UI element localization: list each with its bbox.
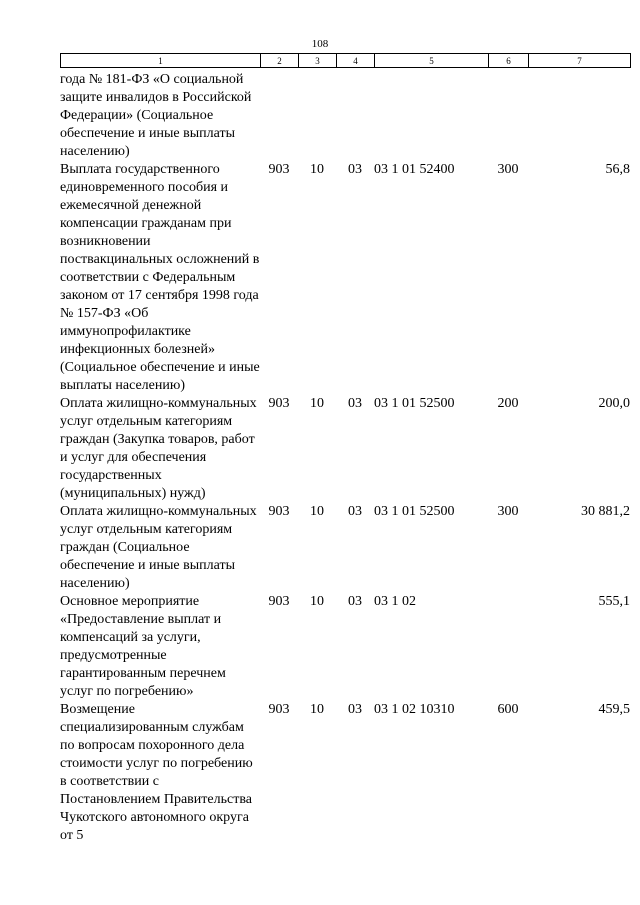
header-col-4: 4 — [337, 54, 375, 68]
expense-type-code — [488, 593, 528, 701]
table-row — [60, 71, 630, 161]
expense-type-code: 200 — [497, 396, 519, 411]
table-row — [60, 701, 630, 845]
section-code: 10 — [310, 702, 324, 717]
subsection-code — [336, 71, 374, 161]
ministry-code — [260, 71, 298, 161]
table-row — [60, 593, 630, 701]
target-article-code: 03 1 01 52500 — [374, 504, 455, 519]
target-article-code: 03 1 01 52400 — [374, 162, 455, 177]
target-article-code — [374, 71, 488, 161]
header-col-7: 7 — [529, 54, 631, 68]
amount: 56,8 — [605, 162, 630, 177]
section-code: 10 — [310, 504, 324, 519]
subsection-code: 03 — [348, 504, 362, 519]
amount: 30 881,2 — [581, 504, 630, 519]
subsection-code: 03 — [348, 162, 362, 177]
row-name: Оплата жилищно-коммунальных услуг отдельным категориям граждан (Закупка товаров, работ и услуг для обеспечения государственных (муниципальных) нужд) — [60, 396, 257, 501]
header-col-5: 5 — [375, 54, 489, 68]
section-code: 10 — [310, 162, 324, 177]
column-number-header — [60, 53, 631, 68]
expense-type-code: 300 — [497, 162, 519, 177]
amount: 200,0 — [598, 396, 630, 411]
subsection-code: 03 — [348, 702, 362, 717]
header-col-6: 6 — [489, 54, 529, 68]
ministry-code: 903 — [268, 702, 290, 717]
target-article-code: 03 1 01 52500 — [374, 396, 455, 411]
section-code: 10 — [310, 396, 324, 411]
amount: 555,1 — [598, 594, 630, 609]
subsection-code: 03 — [348, 594, 362, 609]
header-col-2: 2 — [261, 54, 299, 68]
row-name: Основное мероприятие «Предоставление выплат и компенсаций за услуги, предусмотренные гарантированным перечнем услуг по погребению» — [60, 594, 226, 699]
ministry-code: 903 — [268, 504, 290, 519]
target-article-code: 03 1 02 10310 — [374, 702, 455, 717]
section-code: 10 — [310, 594, 324, 609]
ministry-code: 903 — [268, 594, 290, 609]
table-row — [60, 395, 630, 503]
budget-table — [60, 71, 630, 845]
expense-type-code — [488, 71, 528, 161]
row-name: года № 181-ФЗ «О социальной защите инвалидов в Российской Федерации» (Социальное обеспечение и иные выплаты населению) — [60, 72, 252, 159]
table-row — [60, 161, 630, 395]
page-number: 108 — [311, 38, 329, 50]
amount: 459,5 — [598, 702, 630, 717]
section-code — [298, 71, 336, 161]
row-name: Возмещение специализированным службам по вопросам похоронного дела стоимости услуг по погребению в соответствии с Постановлением Правительства Чукотского автономного округа от 5 — [60, 702, 253, 843]
target-article-code: 03 1 02 — [374, 594, 416, 609]
table-row — [60, 503, 630, 593]
expense-type-code: 300 — [497, 504, 519, 519]
ministry-code: 903 — [268, 162, 290, 177]
header-col-1: 1 — [61, 54, 261, 68]
expense-type-code: 600 — [497, 702, 519, 717]
ministry-code: 903 — [268, 396, 290, 411]
row-name: Оплата жилищно-коммунальных услуг отдельным категориям граждан (Социальное обеспечение и иные выплаты населению) — [60, 504, 257, 591]
row-name: Выплата государственного единовременного пособия и ежемесячной денежной компенсации гражданам при возникновении поствакцинальных осложнений в соответствии с Федеральным законом от 17 сентября 1998 года № 157-ФЗ «Об иммунопрофилактике инфекционных болезней» (Социальное обеспечение и иные выплаты населению) — [60, 162, 260, 393]
amount — [528, 71, 630, 161]
subsection-code: 03 — [348, 396, 362, 411]
header-col-3: 3 — [299, 54, 337, 68]
